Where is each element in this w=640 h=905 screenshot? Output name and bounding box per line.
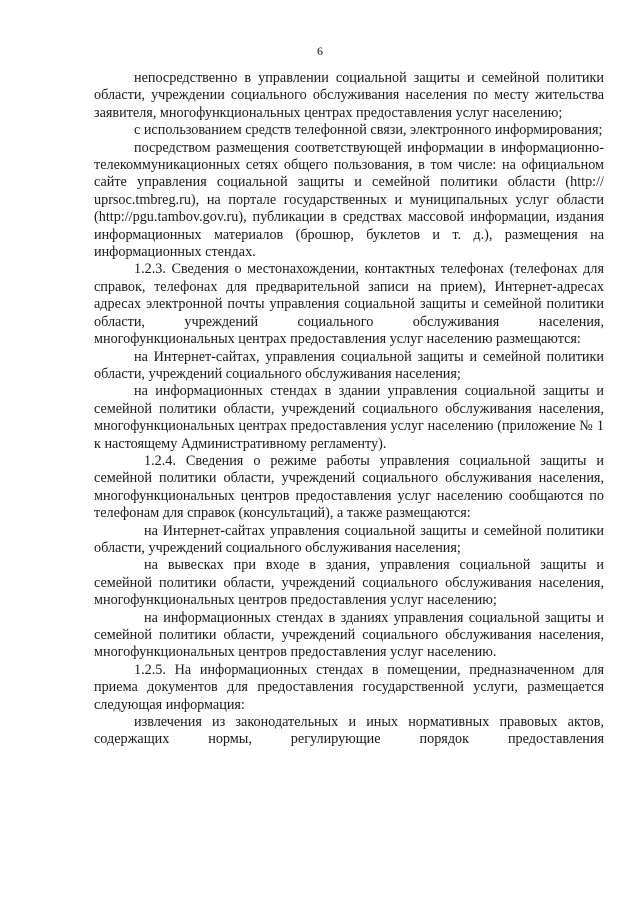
paragraph-in-person-info: непосредственно в управлении социальной защиты и семейной политики области, учреждении социального обслуживания населения по месту жительства заявителя, многофункциональных центрах предоставления услуг населению;	[94, 70, 604, 121]
paragraph-info-stands-buildings: на информационных стендах в зданиях управления социальной защиты и семейной политики области, учреждений социального обслуживания населения, многофункциональных центров предоставления услуг населению.	[94, 609, 604, 661]
document-body	[94, 70, 604, 749]
paragraph-info-stands: на информационных стендах в здании управления социальной защиты и семейной политики области, учреждений социального обслуживания населения, многофункциональных центрах предоставления услуг населению (приложение № 1 к настоящему Административному регламенту).	[94, 383, 604, 452]
paragraph-section-1-2-5: 1.2.5. На информационных стендах в помещении, предназначенном для приема документов для предоставления государственной услуги, размещается следующая информация:	[94, 661, 604, 713]
paragraph-internet-info: посредством размещения соответствующей информации в информационно-телекоммуникационных сетях общего пользования, в том числе: на официальном сайте управления социальной защиты и семейной политики области (http:// uprsoc.tmbreg.ru), на портале государственных и муниципальных услуг области (http://pgu.tambov.gov.ru), публикации в средствах массовой информации, издания информационных материалов (брошюр, буклетов и т. д.), размещения на информационных стендах.	[94, 139, 604, 261]
paragraph-section-1-2-3: 1.2.3. Сведения о местонахождении, контактных телефонах (телефонах для справок, телефонах для предварительной записи на прием), Интернет-адресах адресах электронной почты управления социальной защиты и семейной политики области, учреждений социального обслуживания населения, многофункциональных центрах предоставления услуг населению размещаются:	[94, 261, 604, 348]
paragraph-internet-sites: на Интернет-сайтах, управления социальной защиты и семейной политики области, учреждений социального обслуживания населения;	[94, 348, 604, 382]
paragraph-phone-info: с использованием средств телефонной связи, электронного информирования;	[134, 122, 603, 139]
paragraph-legal-extracts: извлечения из законодательных и иных нормативных правовых актов, содержащих нормы, регулирующие порядок предоставления	[94, 714, 604, 748]
paragraph-internet-sites-schedule: на Интернет-сайтах управления социальной защиты и семейной политики области, учреждений социального обслуживания населения;	[94, 522, 604, 556]
paragraph-entrance-signs: на вывесках при входе в здания, управления социальной защиты и семейной политики области, учреждений социального обслуживания населения, многофункциональных центров предоставления услуг населению;	[94, 557, 604, 609]
page-number: 6	[317, 44, 323, 58]
paragraph-section-1-2-4: 1.2.4. Сведения о режиме работы управления социальной защиты и семейной политики области, учреждений социального обслуживания населения, многофункциональных центров предоставления услуг населению сообщаются по телефонам для справок (консультаций), а также размещаются:	[94, 452, 604, 522]
